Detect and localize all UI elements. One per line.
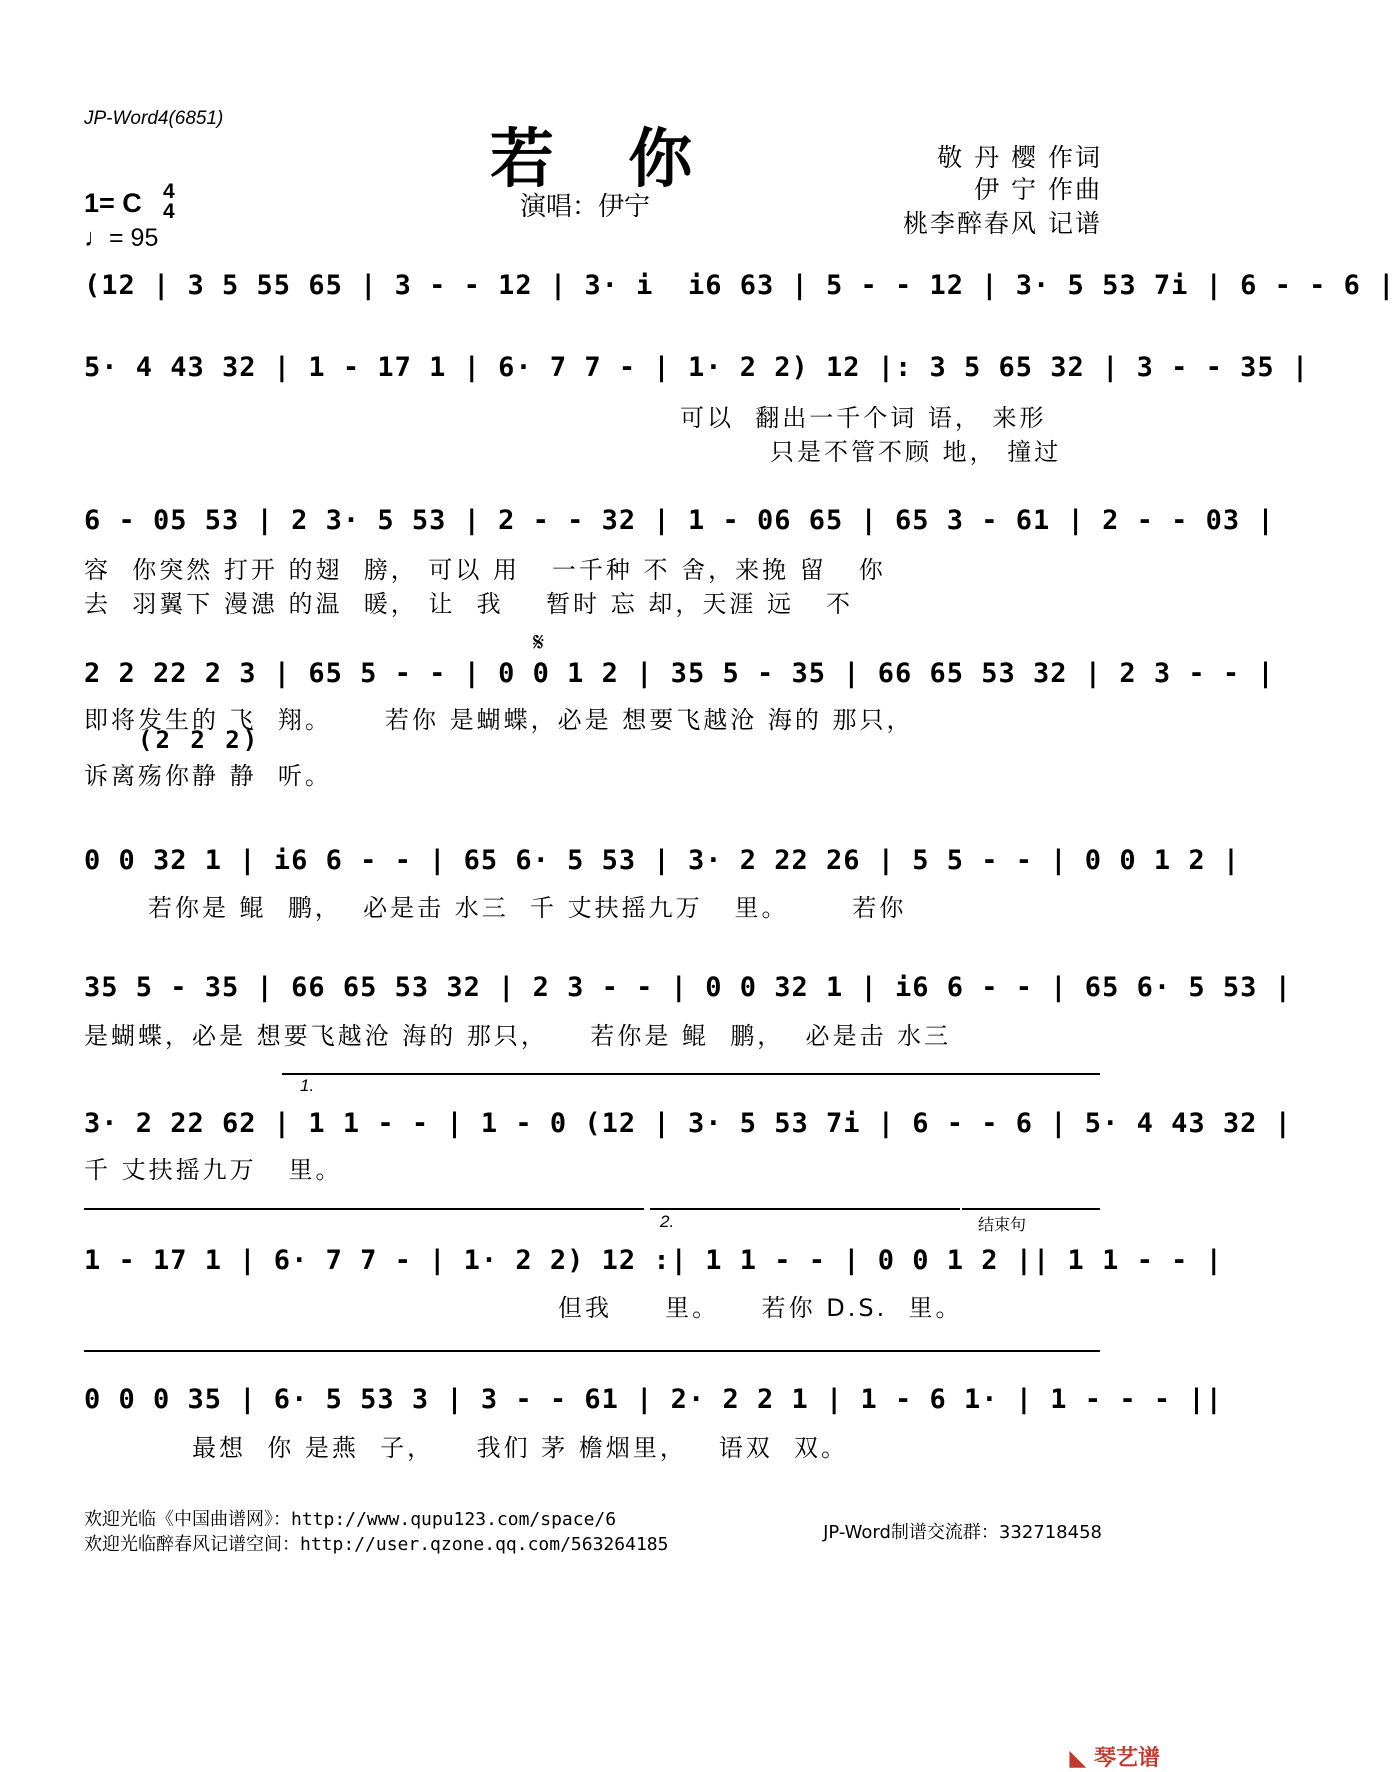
footer-link-qzone[interactable]: 欢迎光临醉春风记谱空间：http://user.qzone.qq.com/563264185 [84,1534,669,1555]
transcriber-label: 桃李醉春风 记谱 [903,209,1102,238]
volta-2-label: 2. [660,1212,675,1231]
lyricist-label: 敬 丹 樱 作词 [937,143,1102,172]
lyrics-row-8: 但我 里。 若你 D.S. 里。 [558,1294,963,1322]
volta-2-bracket [650,1208,960,1210]
time-signature-bottom: 4 [163,200,175,223]
segno-sign: 𝄋 [533,628,545,658]
footer-link-qupu[interactable]: 欢迎光临《中国曲谱网》：http://www.qupu123.com/space/6 [84,1509,617,1530]
lyrics-row-2-verse-1: 可以 翻出一千个词 语， 来形 [680,404,1047,432]
volta-1-label: 1. [300,1076,315,1095]
lyrics-row-4-verse-1: 即将发生的 飞 翔。 若你 是蝴蝶，必是 想要飞越沧 海的 那只， [84,706,914,734]
score-row-5: 0 0 32 1 | i6 6 - - | 65 6· 5 53 | 3· 2 22 26 | 5 5 - - | 0 0 1 2 | [84,845,1241,876]
lyrics-row-5: 若你是 鲲 鹏， 必是击 水三 千 丈扶摇九万 里。 若你 [148,894,907,922]
lyrics-row-4-verse-2: 诉离殇你静 静 听。 [84,762,332,790]
lyrics-row-3-verse-1: 容 你突然 打开 的翅 膀， 可以 用 一千种 不 舍，来挽 留 你 [84,556,886,584]
score-row-1: (12 | 3 5 55 65 | 3 - - 12 | 3· i i6 63 | 5 - - 12 | 3· 5 53 7i | 6 - - 6 | [84,270,1395,301]
composer-label: 伊 宁 作曲 [974,175,1102,204]
score-row-8: 1 - 17 1 | 6· 7 7 - | 1· 2 2) 12 :| 1 1 - - | 0 0 1 2 || 1 1 - - | [84,1245,1223,1276]
volta-1-continuation [84,1208,644,1210]
time-signature-top: 4 [163,180,175,203]
lyrics-row-2-verse-2: 只是不管不顾 地， 撞过 [770,438,1062,466]
logo-text: 琴艺谱 [1093,1746,1160,1771]
brand-logo [1054,1716,1160,1772]
coda-bracket [84,1350,1100,1352]
score-row-3: 6 - 05 53 | 2 3· 5 53 | 2 - - 32 | 1 - 06 65 | 65 3 - 61 | 2 - - 03 | [84,505,1275,536]
lyrics-row-6: 是蝴蝶，必是 想要飞越沧 海的 那只， 若你是 鲲 鹏， 必是击 水三 [84,1022,952,1050]
score-row-7: 3· 2 22 62 | 1 1 - - | 1 - 0 (12 | 3· 5 53 7i | 6 - - 6 | 5· 4 43 32 | [84,1108,1292,1139]
page-title: 若 你 [490,123,719,197]
tempo-marking: ♩= 95 [84,224,159,252]
lyrics-row-4-alt-notes: (2 2 2) [138,726,261,754]
ending-label: 结束句 [978,1217,1027,1234]
score-row-4: 2 2 22 2 3 | 65 5 - - | 0 0 1 2 | 35 5 - 35 | 66 65 53 32 | 2 3 - - | [84,658,1275,689]
lyrics-row-3-verse-2: 去 羽翼下 漫漶 的温 暖， 让 我 暂时 忘 却，天涯 远 不 [84,590,853,618]
lyrics-row-9: 最想 你 是燕 子， 我们 茅 檐烟里， 语双 双。 [192,1434,849,1462]
key-signature: 1= C [84,188,142,218]
lyrics-row-7: 千 丈扶摇九万 里。 [84,1156,343,1184]
volta-1-bracket [282,1073,1100,1075]
time-signature [163,182,175,222]
ending-bracket [962,1208,1100,1210]
score-row-6: 35 5 - 35 | 66 65 53 32 | 2 3 - - | 0 0 32 1 | i6 6 - - | 65 6· 5 53 | [84,972,1292,1003]
score-row-9: 0 0 0 35 | 6· 5 53 3 | 3 - - 61 | 2· 2 2 1 | 1 - 6 1· | 1 - - - || [84,1384,1223,1415]
singer-label: 演唱：伊宁 [520,192,651,222]
score-row-2: 5· 4 43 32 | 1 - 17 1 | 6· 7 7 - | 1· 2 2) 12 |: 3 5 65 32 | 3 - - 35 | [84,352,1310,383]
logo-icon: ◣ [1069,1746,1094,1771]
version-label: JP-Word4(6851) [84,108,224,129]
footer-group-info: JP-Word制谱交流群：332718458 [823,1522,1102,1543]
